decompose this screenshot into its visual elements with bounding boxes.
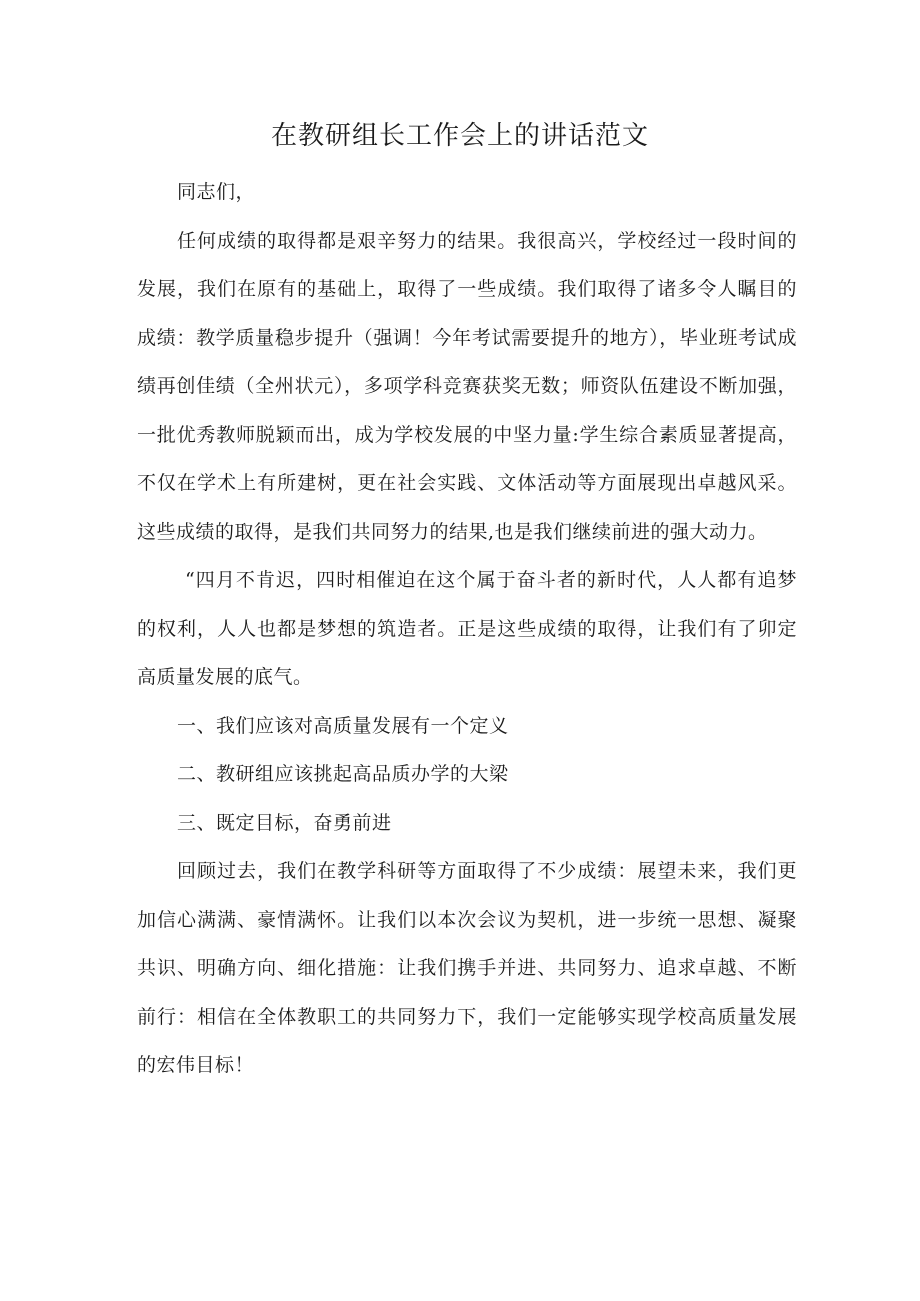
salutation: 同志们， [177, 181, 256, 203]
paragraph-quote: “四月不肯迟，四时相催迫在这个属于奋斗者的新时代，人人都有追梦的权利，人人也都是梦想的筑造者。正是这些成绩的取得，让我们有了卯定高质量发展的底气。 [137, 569, 797, 688]
document-title: 在教研组长工作会上的讲话范文 [270, 121, 649, 151]
list-item-1: 一、我们应该对高质量发展有一个定义 [177, 714, 509, 737]
list-item-2: 二、教研组应该挑起高品质办学的大梁 [177, 763, 509, 785]
paragraph-closing: 回顾过去，我们在教学科研等方面取得了不少成绩：展望未来，我们更加信心满满、豪情满怀。让我们以本次会议为契机，进一步统一思想、凝聚共识、明确方向、细化措施：让我们携手并进、共同努力、追求卓越、不断前行：相信在全体教职工的共同努力下，我们一定能够实现学校高质量发展的宏伟目标！ [137, 860, 797, 1076]
list-item-3: 三、既定目标，奋勇前进 [177, 811, 392, 834]
document-body [137, 168, 797, 1090]
paragraph-achievements: 任何成绩的取得都是艰辛努力的结果。我很高兴，学校经过一段时间的发展，我们在原有的基础上，取得了一些成绩。我们取得了诸多令人瞩目的成绩：教学质量稳步提升（强调！今年考试需要提升的地方），毕业班考试成绩再创佳绩（全州状元），多项学科竞赛获奖无数；师资队伍建设不断加强，一批优秀教师脱颖而出，成为学校发展的中坚力量:学生综合素质显著提高，不仅在学术上有所建树，更在社会实践、文体活动等方面展现出卓越风采。这些成绩的取得，是我们共同努力的结果,也是我们继续前进的强大动力。 [137, 229, 797, 543]
